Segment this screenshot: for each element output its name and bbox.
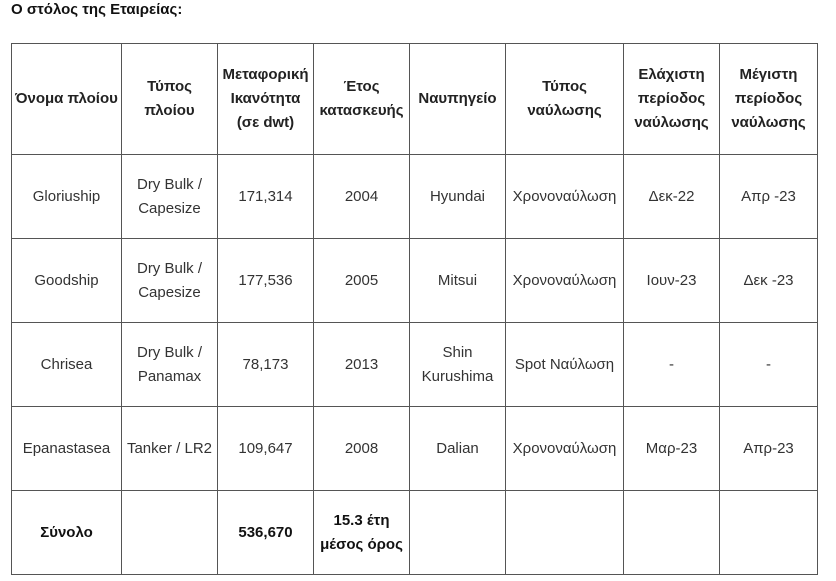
table-cell: 177,536 — [218, 239, 314, 323]
total-label: Σύνολο — [12, 491, 122, 575]
header-cell: Τύπος πλοίου — [122, 44, 218, 155]
fleet-table — [11, 43, 818, 575]
table-cell — [122, 491, 218, 575]
header-cell: Μεταφορική Ικανότητα (σε dwt) — [218, 44, 314, 155]
table-cell: 109,647 — [218, 407, 314, 491]
table-cell: Μαρ-23 — [624, 407, 720, 491]
average-age: 15.3 έτη μέσος όρος — [314, 491, 410, 575]
table-row — [12, 323, 818, 407]
table-cell: Απρ -23 — [720, 155, 818, 239]
table-cell — [410, 491, 506, 575]
header-cell: Τύπος ναύλωσης — [506, 44, 624, 155]
header-cell: Όνομα πλοίου — [12, 44, 122, 155]
table-cell: 2005 — [314, 239, 410, 323]
table-cell: 78,173 — [218, 323, 314, 407]
table-total-row — [12, 491, 818, 575]
table-header-row — [12, 44, 818, 155]
table-cell: Χρονοναύλωση — [506, 239, 624, 323]
table-cell: Chrisea — [12, 323, 122, 407]
header-cell: Ναυπηγείο — [410, 44, 506, 155]
table-cell: 171,314 — [218, 155, 314, 239]
table-cell — [720, 491, 818, 575]
table-cell: Δεκ -23 — [720, 239, 818, 323]
table-cell: - — [720, 323, 818, 407]
table-row — [12, 407, 818, 491]
table-cell: Hyundai — [410, 155, 506, 239]
table-cell: Spot Ναύλωση — [506, 323, 624, 407]
table-cell: Epanastasea — [12, 407, 122, 491]
table-cell — [506, 491, 624, 575]
table-cell: Goodship — [12, 239, 122, 323]
page-title: Ο στόλος της Εταιρείας: — [11, 1, 183, 18]
table-cell: Gloriuship — [12, 155, 122, 239]
table-cell: Mitsui — [410, 239, 506, 323]
table-cell: Χρονοναύλωση — [506, 407, 624, 491]
table-cell: Shin Kurushima — [410, 323, 506, 407]
table-cell: Δεκ-22 — [624, 155, 720, 239]
header-cell: Μέγιστη περίοδος ναύλωσης — [720, 44, 818, 155]
header-cell: Έτος κατασκευής — [314, 44, 410, 155]
table-cell: Απρ-23 — [720, 407, 818, 491]
table-cell: Dry Bulk / Capesize — [122, 239, 218, 323]
table-row — [12, 239, 818, 323]
table-cell: Dalian — [410, 407, 506, 491]
table-cell: Χρονοναύλωση — [506, 155, 624, 239]
table-cell: 2013 — [314, 323, 410, 407]
table-cell: Ιουν-23 — [624, 239, 720, 323]
header-cell: Ελάχιστη περίοδος ναύλωσης — [624, 44, 720, 155]
total-capacity: 536,670 — [218, 491, 314, 575]
table-cell: 2008 — [314, 407, 410, 491]
table-cell: Tanker / LR2 — [122, 407, 218, 491]
table-row — [12, 155, 818, 239]
table-cell — [624, 491, 720, 575]
table-cell: - — [624, 323, 720, 407]
table-cell: 2004 — [314, 155, 410, 239]
table-cell: Dry Bulk / Capesize — [122, 155, 218, 239]
table-cell: Dry Bulk / Panamax — [122, 323, 218, 407]
